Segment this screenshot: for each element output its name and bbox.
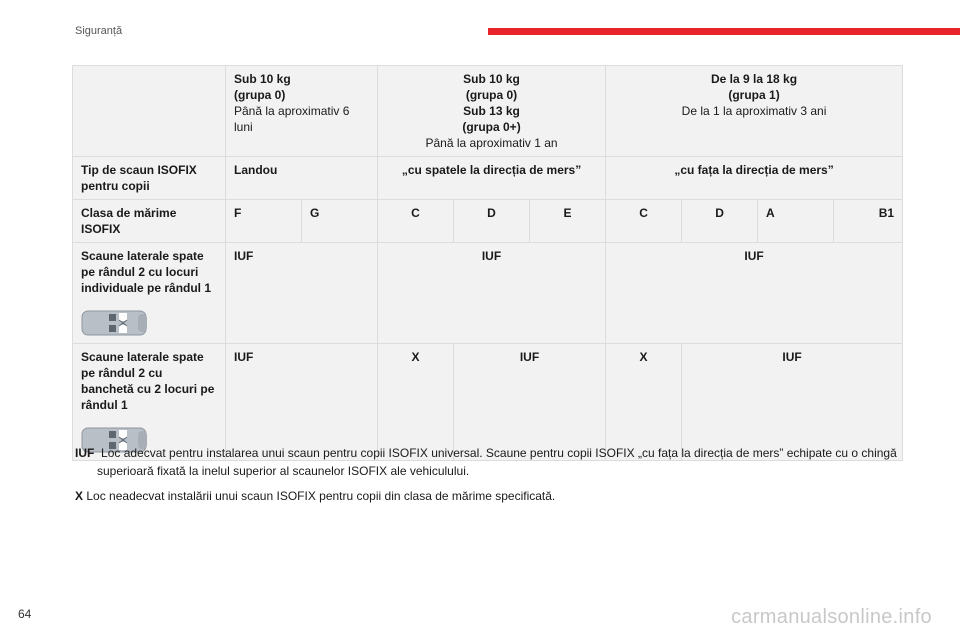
compat-cell: IUF [226,344,378,461]
group-cell [378,66,606,157]
group-line: De la 1 la aproximativ 3 ani [681,104,827,118]
compat-cell: X [378,344,454,461]
row-label: Tip de scaun ISOFIX pentru copii [73,157,226,200]
row-label: Scaune laterale spate pe rândul 2 cu banchetă cu 2 locuri pe rândul 1 [81,350,215,412]
group-line: (grupa 0) [234,88,286,102]
seat-row [73,243,903,344]
group-cell [606,66,903,157]
note-key: X [75,489,84,503]
size-class-cell: C [606,200,682,243]
size-class-cell: D [682,200,758,243]
page-number: 64 [18,607,32,621]
group-cell [226,66,378,157]
group-line: Până la aproximativ 6 luni [234,104,350,134]
size-class-cell: C [378,200,454,243]
note-body [75,444,905,480]
row-label-cell [73,243,226,344]
weight-group-row [73,66,903,157]
group-line: Până la aproximativ 1 an [425,136,558,150]
size-class-cell: G [302,200,378,243]
seat-row [73,344,903,461]
compat-cell: IUF [682,344,903,461]
row-label: Scaune laterale spate pe rândul 2 cu locuri individuale pe rândul 1 [81,249,212,295]
section-accent-bar [488,28,960,35]
size-class-cell: D [454,200,530,243]
seat-type-cell: „cu spatele la direcția de mers” [378,157,606,200]
group-line: (grupa 0) [465,88,518,102]
compat-cell: IUF [226,243,378,344]
compat-cell: IUF [454,344,606,461]
size-class-cell: F [226,200,302,243]
compat-cell: IUF [378,243,606,344]
note-text: Loc neadecvat instalării unui scaun ISOFIX pentru copii din clasa de mărime specificată. [86,489,556,503]
size-class-row [73,200,903,243]
vehicle-seat-layout-icon [81,308,149,338]
seat-type-row [73,157,903,200]
group-line: (grupa 1) [728,88,780,102]
note-iuf [75,444,905,480]
note-key: IUF [75,446,95,460]
size-class-cell: A [758,200,834,243]
row-label: Clasa de mărime ISOFIX [73,200,226,243]
row-label-cell [73,344,226,461]
group-line: Sub 13 kg [463,104,520,118]
compat-cell: X [606,344,682,461]
group-line: Sub 10 kg [463,72,520,86]
group-line: (grupa 0+) [462,120,521,134]
compat-cell: IUF [606,243,903,344]
group-line: De la 9 la 18 kg [711,72,798,86]
size-class-cell: E [530,200,606,243]
note-text: Loc adecvat pentru instalarea unui scaun pentru copii ISOFIX universal. Scaune pentru copii ISOFIX „cu fața la direcția de mers” echipate cu o chingă superioară fixată la inelul superior al scaunelor ISOFIX ale vehiculului. [97,446,897,478]
seat-type-cell: Landou [226,157,378,200]
isofix-table [72,65,903,461]
seat-type-cell: „cu fața la direcția de mers” [606,157,903,200]
size-class-cell: B1 [834,200,903,243]
watermark: carmanualsonline.info [731,606,932,628]
section-title: Siguranță [75,25,123,37]
group-line: Sub 10 kg [234,72,291,86]
note-x [75,487,905,505]
header-empty-cell [73,66,226,157]
